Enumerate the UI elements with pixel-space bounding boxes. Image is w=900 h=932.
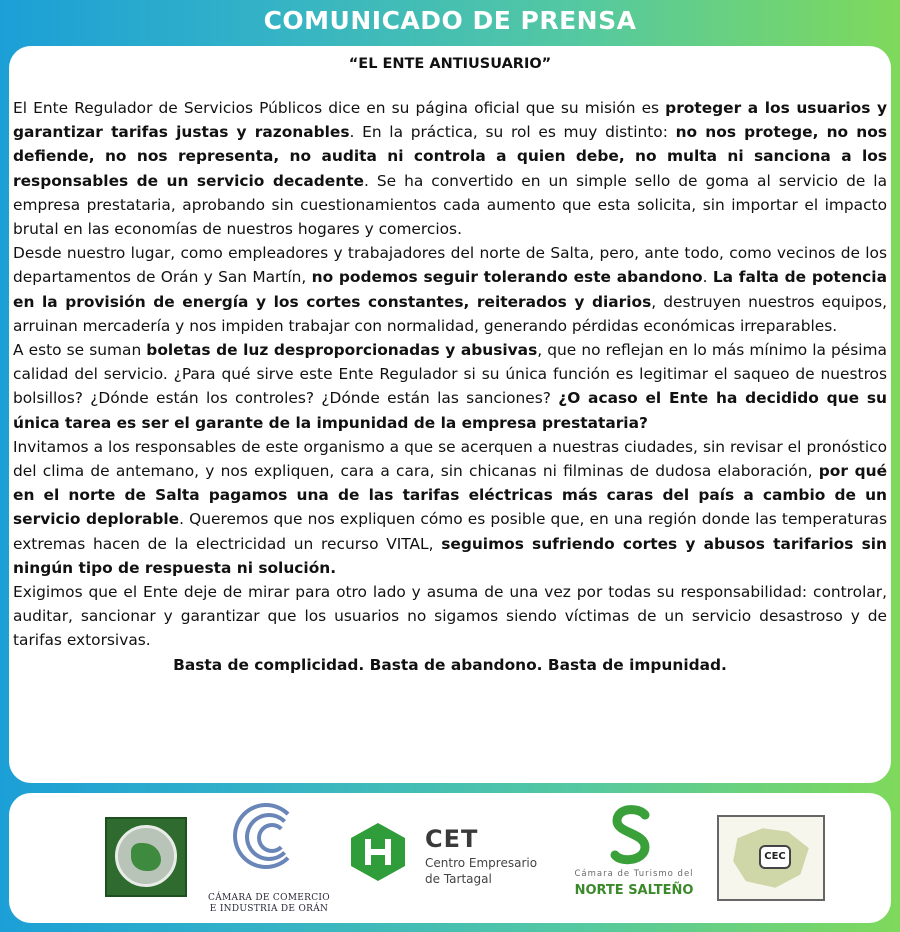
paragraph-text: . Se ha convertido en un simple sello de goma al servicio de la empresa prestataria, aprobando sin cuestionamientos cada aumento que esta solicita, sin importar el impacto brutal en las economías de nuestros hogares y comercios. — [13, 171, 887, 239]
paragraph-bold: proteger a los usuarios y garantizar tarifas justas y razonables — [13, 99, 887, 142]
camara-oran-caption: CÁMARA DE COMERCIO E INDUSTRIA DE ORÁN — [208, 893, 330, 914]
turismo-logo — [559, 805, 709, 915]
paragraph-text: Desde nuestro lugar, como empleadores y trabajadores del norte de Salta, pero, ante todo, como vecinos de los departamentos de Orán y San Martín, — [13, 244, 887, 287]
paragraph-5 — [13, 580, 887, 653]
paragraph-text: . — [702, 268, 713, 287]
cec-logo — [717, 815, 825, 901]
cet-logo — [347, 821, 557, 901]
paragraph-text: Exigimos que el Ente deje de mirar para otro lado y asuma de una vez por todas su responsabilidad: controlar, auditar, sancionar y garantizar que los usuarios no sigamos siendo víctimas de un servicio desastroso y de tarifas extorsivas. — [13, 583, 887, 650]
turismo-name: NORTE SALTEÑO — [574, 883, 694, 898]
crcic-logo — [105, 817, 187, 897]
cet-desc-line: de Tartagal — [425, 872, 492, 886]
paragraph-bold: ¿O acaso el Ente ha decidido que su única tarea es ser el garante de la impunidad de la empresa prestataria? — [13, 389, 887, 432]
paragraph-bold: La falta de potencia en la provisión de energía y los cortes constantes, reiterados y diarios — [13, 268, 887, 311]
paragraph-4 — [13, 435, 887, 580]
arc-icon — [257, 823, 287, 853]
paragraph-text: , que no reflejan en lo más mínimo la pésima calidad del servicio. ¿Para qué sirve este Ente Regulador si su única función es legitimar el saqueo de nuestros bolsillos? ¿Dónde están los controles? ¿Dónde están las sanciones? — [13, 341, 887, 408]
paragraph-2 — [13, 241, 887, 338]
page-title: COMUNICADO DE PRENSA — [263, 6, 637, 35]
paragraph-text: Invitamos a los responsables de este organismo a que se acerquen a nuestras ciudades, sin revisar el pronóstico del clima de antemano, y nos expliquen, cara a cara, sin chicanas ni filminas de dudosa elaboración, — [13, 437, 887, 481]
cet-name: CET — [425, 825, 479, 853]
paragraph-bold: no nos protege, no nos defiende, no nos representa, no audita ni controla a quien debe, no multa ni sanciona a los responsables de un servicio decadente — [13, 123, 887, 190]
cet-description — [425, 855, 537, 887]
document-subtitle: “EL ENTE ANTIUSUARIO” — [348, 56, 552, 72]
paragraph-bold: no podemos seguir tolerando este abandono — [311, 268, 703, 287]
cet-desc-line: Centro Empresario — [425, 856, 538, 870]
turismo-tagline: Cámara de Turismo del — [574, 869, 694, 879]
camara-oran-logo — [199, 801, 339, 919]
paragraph-text: . En la práctica, su rol es muy distinto: — [349, 123, 676, 142]
s-swirl-icon — [609, 805, 653, 865]
cec-badge: CEC — [759, 845, 791, 869]
paragraph-text: , destruyen nuestros equipos, arruinan mercadería y nos impiden trabajar con normalidad, generando pérdidas económicas irreparables. — [13, 292, 888, 335]
paragraph-bold: por qué en el norte de Salta pagamos una de las tarifas eléctricas más caras del país a cambio de un servicio deplorable — [13, 462, 888, 529]
paragraph-text: . Queremos que nos expliquen cómo es posible que, en una región donde las temperaturas extremas hacen de la electricidad un recurso VITAL, — [13, 510, 887, 553]
paragraph-text: El Ente Regulador de Servicios Públicos dice en su página oficial que su misión es — [13, 99, 666, 117]
paragraph-bold: seguimos sufriendo cortes y abusos tarifarios sin ningún tipo de respuesta ni solución. — [13, 534, 887, 577]
paragraph-bold: boletas de luz desproporcionadas y abusivas — [146, 341, 538, 360]
closing-statement: Basta de complicidad. Basta de abandono. Basta de impunidad. — [173, 655, 727, 674]
paragraph-1 — [13, 96, 887, 241]
paragraph-3 — [13, 338, 887, 435]
logo-strip — [9, 793, 891, 923]
press-release-card — [9, 46, 891, 783]
cet-hexagon-icon — [347, 821, 409, 883]
paragraph-text: A esto se suman — [13, 341, 147, 360]
